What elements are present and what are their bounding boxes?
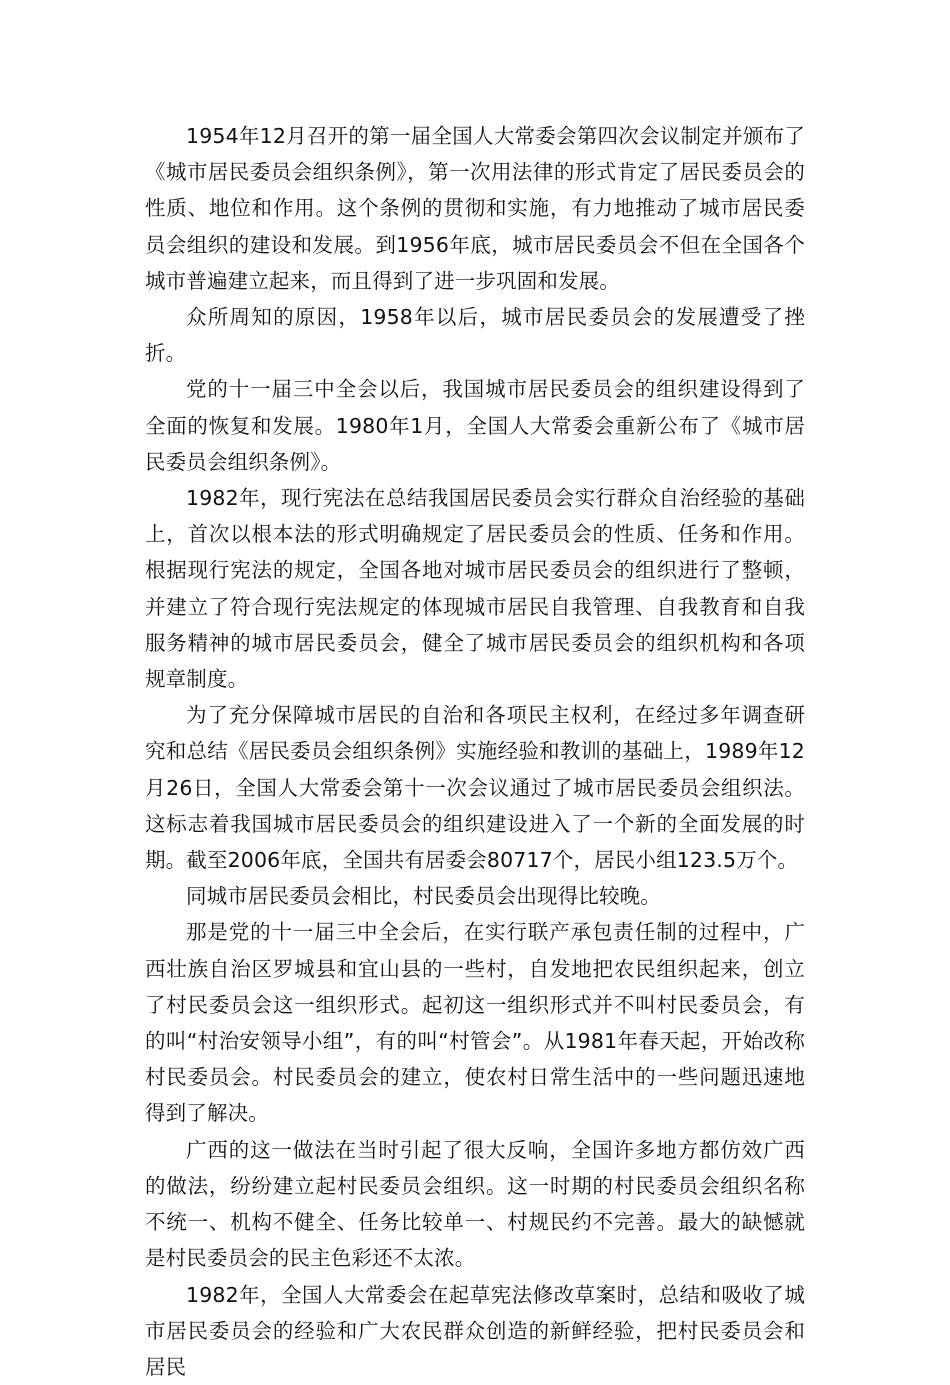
paragraph-9: 1982年，全国人大常委会在起草宪法修改草案时，总结和吸收了城市居民委员会的经验和广大农民群众创造的新鲜经验，把村民委员会和居民 [145,1277,805,1385]
paragraph-7: 那是党的十一届三中全会后，在实行联产承包责任制的过程中，广西壮族自治区罗城县和宜山县的一些村，自发地把农民组织起来，创立了村民委员会这一组织形式。起初这一组织形式并不叫村民委员会，有的叫“村治安领导小组”，有的叫“村管会”。从1981年春天起，开始改称村民委员会。村民委员会的建立，使农村日常生活中的一些问题迅速地得到了解决。 [145,914,805,1131]
paragraph-8: 广西的这一做法在当时引起了很大反响，全国许多地方都仿效广西的做法，纷纷建立起村民委员会组织。这一时期的村民委员会组织名称不统一、机构不健全、任务比较单一、村规民约不完善。最大的缺憾就是村民委员会的民主色彩还不太浓。 [145,1132,805,1277]
paragraph-6: 同城市居民委员会相比，村民委员会出现得比较晚。 [145,878,805,914]
paragraph-5: 为了充分保障城市居民的自治和各项民主权利，在经过多年调查研究和总结《居民委员会组织条例》实施经验和教训的基础上，1989年12月26日，全国人大常委会第十一次会议通过了城市居民委员会组织法。这标志着我国城市居民委员会的组织建设进入了一个新的全面发展的时期。截至2006年底，全国共有居委会80717个，居民小组123.5万个。 [145,697,805,878]
document-body [145,118,805,1385]
paragraph-3: 党的十一届三中全会以后，我国城市居民委员会的组织建设得到了全面的恢复和发展。1980年1月，全国人大常委会重新公布了《城市居民委员会组织条例》。 [145,371,805,480]
paragraph-4: 1982年，现行宪法在总结我国居民委员会实行群众自治经验的基础上，首次以根本法的形式明确规定了居民委员会的性质、任务和作用。根据现行宪法的规定，全国各地对城市居民委员会的组织进行了整顿，并建立了符合现行宪法规定的体现城市居民自我管理、自我教育和自我服务精神的城市居民委员会，健全了城市居民委员会的组织机构和各项规章制度。 [145,480,805,697]
paragraph-1: 1954年12月召开的第一届全国人大常委会第四次会议制定并颁布了《城市居民委员会组织条例》，第一次用法律的形式肯定了居民委员会的性质、地位和作用。这个条例的贯彻和实施，有力地推动了城市居民委员会组织的建设和发展。到1956年底，城市居民委员会不但在全国各个城市普遍建立起来，而且得到了进一步巩固和发展。 [145,118,805,299]
paragraph-2: 众所周知的原因，1958年以后，城市居民委员会的发展遭受了挫折。 [145,299,805,371]
